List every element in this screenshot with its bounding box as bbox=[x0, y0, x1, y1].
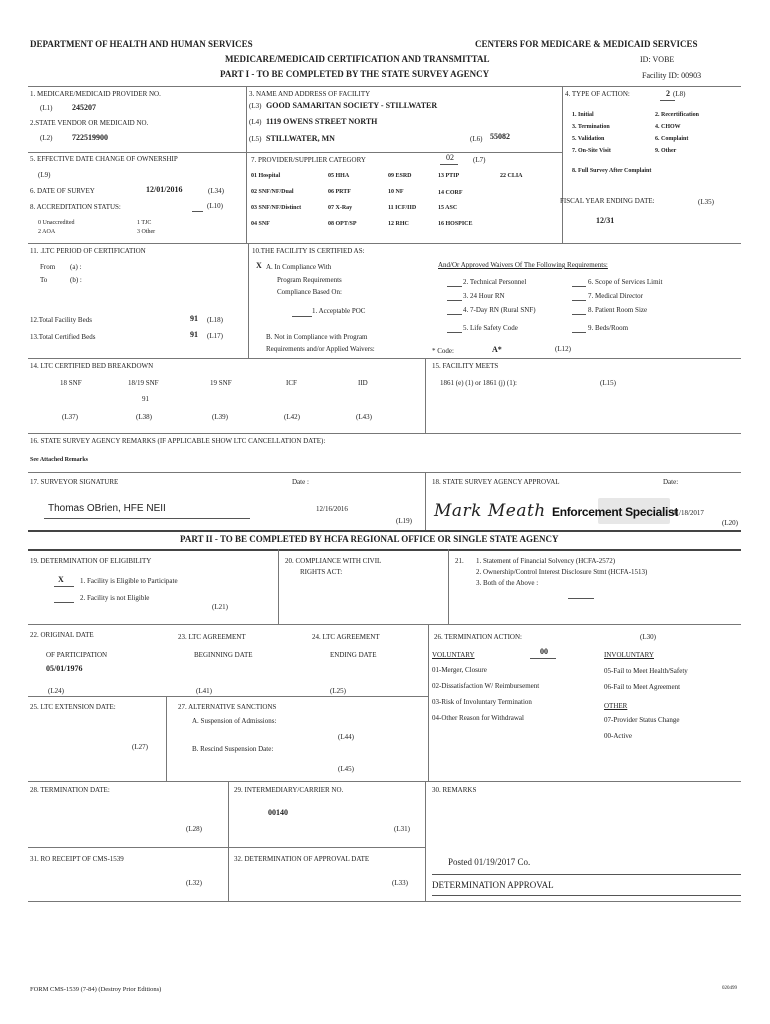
waiver-2: 2. Technical Personnel bbox=[463, 278, 527, 286]
f15-text: 1861 (e) (1) or 1861 (j) (1): bbox=[440, 379, 517, 387]
f19-code: (L21) bbox=[212, 603, 228, 611]
underline bbox=[440, 164, 458, 165]
surveyor-signature: Thomas OBrien, HFE NEII bbox=[48, 503, 166, 514]
bed-code: (L42) bbox=[284, 413, 300, 421]
f1-label: 1. MEDICARE/MEDICAID PROVIDER NO. bbox=[30, 90, 161, 98]
f14-label: 14. LTC CERTIFIED BED BREAKDOWN bbox=[30, 362, 154, 370]
rule bbox=[28, 901, 741, 902]
category-option: 13 PTIP bbox=[438, 173, 460, 179]
rule bbox=[28, 696, 428, 697]
compliance-a2: Program Requirements bbox=[277, 276, 342, 284]
action-option: 7. On-Site Visit bbox=[572, 148, 611, 154]
remarks-value: See Attached Remarks bbox=[30, 457, 88, 463]
underline bbox=[568, 598, 594, 599]
f29-label: 29. INTERMEDIARY/CARRIER NO. bbox=[234, 786, 344, 794]
form-title: MEDICARE/MEDICAID CERTIFICATION AND TRANSMITTAL bbox=[225, 54, 490, 64]
underline bbox=[447, 332, 462, 333]
f23-code: (L41) bbox=[196, 687, 212, 695]
rule bbox=[228, 781, 229, 847]
fiscal-code: (L35) bbox=[698, 198, 714, 206]
termination-option: 02-Dissatisfaction W/ Reimbursement bbox=[432, 682, 540, 690]
f30-label: 30. REMARKS bbox=[432, 786, 477, 794]
accreditation-option: 1 TJC bbox=[137, 220, 152, 226]
involuntary-heading: INVOLUNTARY bbox=[604, 651, 654, 659]
bed-value: 91 bbox=[142, 395, 149, 403]
voluntary-heading: VOLUNTARY bbox=[432, 651, 475, 659]
agency-name: CENTERS FOR MEDICARE & MEDICAID SERVICES bbox=[475, 39, 698, 49]
category-value: 02 bbox=[446, 153, 454, 162]
f23-label: 23. LTC AGREEMENT bbox=[178, 633, 246, 641]
action-option: 6. Complaint bbox=[655, 136, 689, 142]
underline bbox=[192, 211, 203, 212]
original-date: 05/01/1976 bbox=[46, 664, 83, 673]
f31-label: 31. RO RECEIPT OF CMS-1539 bbox=[30, 855, 124, 863]
l45-code: (L45) bbox=[338, 765, 354, 773]
f26-label: 26. TERMINATION ACTION: bbox=[434, 633, 522, 641]
waiver-3: 3. 24 Hour RN bbox=[463, 292, 505, 300]
f28-code: (L28) bbox=[186, 825, 202, 833]
underline bbox=[54, 586, 74, 587]
underline bbox=[660, 100, 675, 101]
f6-label: 6. DATE OF SURVEY bbox=[30, 187, 95, 195]
action-option-full: 8. Full Survey After Complaint bbox=[572, 168, 652, 174]
posted-note: Posted 01/19/2017 Co. bbox=[448, 857, 531, 867]
compliance-a: A. In Compliance With bbox=[266, 263, 332, 271]
action-type-value: 2 bbox=[666, 89, 670, 98]
f17-code: (L19) bbox=[396, 517, 412, 525]
f32-code: (L33) bbox=[392, 879, 408, 887]
termination-option: 00-Active bbox=[604, 732, 632, 740]
f22-label: 22. ORIGINAL DATE bbox=[30, 631, 94, 639]
fiscal-label: FISCAL YEAR ENDING DATE: bbox=[560, 197, 655, 205]
f28-label: 28. TERMINATION DATE: bbox=[30, 786, 110, 794]
f3-l6: (L6) bbox=[470, 135, 483, 143]
f20-label: 20. COMPLIANCE WITH CIVIL bbox=[285, 557, 382, 565]
form-id: ID: VOBE bbox=[640, 55, 675, 64]
from-label: From bbox=[40, 263, 56, 271]
eligibility-option-2: 2. Facility is not Eligible bbox=[80, 594, 150, 602]
f21-option-1: 1. Statement of Financial Solvency (HCFA-2572) bbox=[476, 557, 616, 565]
f2-label: 2.STATE VENDOR OR MEDICAID NO. bbox=[30, 119, 149, 127]
f8-label: 8. ACCREDITATION STATUS: bbox=[30, 203, 121, 211]
f4-code: (L8) bbox=[673, 90, 686, 98]
f6-code: (L34) bbox=[208, 187, 224, 195]
facility-street: 1119 OWENS STREET NORTH bbox=[266, 117, 378, 126]
f11-label: 11. .LTC PERIOD OF CERTIFICATION bbox=[30, 247, 146, 255]
f31-code: (L32) bbox=[186, 879, 202, 887]
f10-label: 10.THE FACILITY IS CERTIFIED AS: bbox=[252, 247, 365, 255]
facility-name: GOOD SAMARITAN SOCIETY - STILLWATER bbox=[266, 101, 438, 110]
rule bbox=[28, 86, 741, 87]
rule bbox=[425, 781, 426, 901]
f15-code: (L15) bbox=[600, 379, 616, 387]
certified-beds: 91 bbox=[190, 330, 198, 339]
underline bbox=[572, 300, 586, 301]
underline bbox=[572, 314, 586, 315]
underline bbox=[54, 602, 74, 603]
surveyor-date: 12/16/2016 bbox=[316, 505, 348, 513]
compliance-a3: Compliance Based On: bbox=[277, 288, 342, 296]
action-option: 1. Initial bbox=[572, 112, 594, 118]
rescind-option: B. Rescind Suspension Date: bbox=[192, 745, 274, 753]
form-code: 020499 bbox=[722, 986, 737, 991]
underline bbox=[432, 874, 741, 875]
action-option: 5. Validation bbox=[572, 136, 605, 142]
termination-value: 00 bbox=[540, 647, 548, 656]
rule bbox=[28, 358, 741, 359]
l44-code: (L44) bbox=[338, 733, 354, 741]
waiver-7: 7. Medical Director bbox=[588, 292, 644, 300]
f8-code: (L10) bbox=[207, 202, 223, 210]
action-option: 3. Termination bbox=[572, 124, 610, 130]
total-beds: 91 bbox=[190, 314, 198, 323]
action-option: 9. Other bbox=[655, 148, 677, 154]
bed-header: ICF bbox=[286, 379, 297, 387]
compliance-mark: X bbox=[256, 261, 262, 270]
accreditation-option: 0 Unaccredited bbox=[38, 220, 75, 226]
termination-option: 01-Merger, Closure bbox=[432, 666, 487, 674]
action-option: 2. Recertification bbox=[655, 112, 699, 118]
category-option: 16 HOSPICE bbox=[438, 221, 473, 227]
category-option: 07 X-Ray bbox=[328, 205, 353, 211]
f19-label: 19. DETERMINATION OF ELIGIBILITY bbox=[30, 557, 152, 565]
facility-zip: 55082 bbox=[490, 132, 510, 141]
rule bbox=[448, 549, 449, 624]
category-option: 02 SNF/NF/Dual bbox=[251, 189, 294, 195]
bed-header: 18 SNF bbox=[60, 379, 82, 387]
termination-option: 04-Other Reason for Withdrawal bbox=[432, 714, 524, 722]
to-label: To bbox=[40, 276, 48, 284]
f21-label: 21. bbox=[455, 557, 464, 565]
rule bbox=[28, 781, 741, 782]
bed-code: (L43) bbox=[356, 413, 372, 421]
rule bbox=[28, 243, 741, 244]
rule bbox=[278, 549, 279, 624]
rule bbox=[28, 433, 741, 434]
underline bbox=[292, 316, 312, 317]
rule bbox=[248, 243, 249, 358]
f25-code: (L27) bbox=[132, 743, 148, 751]
f5-code: (L9) bbox=[38, 171, 51, 179]
f18-label: 18. STATE SURVEY AGENCY APPROVAL bbox=[432, 478, 560, 486]
code-label: * Code: bbox=[432, 347, 454, 355]
eligibility-mark: X bbox=[58, 575, 64, 584]
determination-note: DETERMINATION APPROVAL bbox=[432, 880, 554, 890]
beds-label: 12.Total Facility Beds bbox=[30, 316, 92, 324]
rule bbox=[28, 847, 425, 848]
category-option: 10 NF bbox=[388, 189, 404, 195]
waiver-8: 8. Patient Room Size bbox=[588, 306, 648, 314]
category-option: 01 Hospital bbox=[251, 173, 281, 179]
cert-code: (L17) bbox=[207, 332, 223, 340]
bed-header: 19 SNF bbox=[210, 379, 232, 387]
f23-sub: BEGINNING DATE bbox=[194, 651, 253, 659]
underline bbox=[447, 300, 462, 301]
department-name: DEPARTMENT OF HEALTH AND HUMAN SERVICES bbox=[30, 39, 253, 49]
category-option: 03 SNF/NF/Distinct bbox=[251, 205, 302, 211]
compliance-b: B. Not in Compliance with Program bbox=[266, 333, 368, 341]
action-option: 4. CHOW bbox=[655, 124, 681, 130]
accreditation-option: 3 Other bbox=[137, 229, 156, 235]
cert-label: 13.Total Certified Beds bbox=[30, 333, 96, 341]
waivers-label: And/Or Approved Waivers Of The Following Requirements: bbox=[438, 261, 608, 269]
beds-code: (L18) bbox=[207, 316, 223, 324]
form-number: FORM CMS-1539 (7-84) (Destroy Prior Editions) bbox=[30, 986, 162, 993]
f26-code: (L30) bbox=[640, 633, 656, 641]
rule bbox=[28, 549, 741, 551]
underline bbox=[432, 895, 741, 896]
category-option: 06 PRTF bbox=[328, 189, 351, 195]
to-code: (b) : bbox=[70, 276, 82, 284]
rule bbox=[166, 696, 167, 781]
bed-code: (L39) bbox=[212, 413, 228, 421]
f3-l4: (L4) bbox=[249, 118, 262, 126]
fiscal-value: 12/31 bbox=[596, 216, 615, 225]
rule bbox=[28, 530, 741, 532]
f24-code: (L25) bbox=[330, 687, 346, 695]
facility-id: Facility ID: 00903 bbox=[642, 71, 702, 80]
waiver-6: 6. Scope of Services Limit bbox=[588, 278, 663, 286]
f4-label: 4. TYPE OF ACTION: bbox=[565, 90, 630, 98]
waiver-5: 5. Life Safety Code bbox=[463, 324, 518, 332]
f3-l3: (L3) bbox=[249, 102, 262, 110]
termination-option: 03-Risk of Involuntary Termination bbox=[432, 698, 532, 706]
waiver-4: 4. 7-Day RN (Rural SNF) bbox=[463, 306, 536, 314]
waiver-9: 9. Beds/Room bbox=[588, 324, 629, 332]
f17-date-label: Date : bbox=[292, 478, 309, 486]
code-l12: (L12) bbox=[555, 345, 571, 353]
f15-label: 15. FACILITY MEETS bbox=[432, 362, 499, 370]
f25-label: 25. LTC EXTENSION DATE: bbox=[30, 703, 116, 711]
rule bbox=[425, 472, 426, 530]
bed-code: (L38) bbox=[136, 413, 152, 421]
termination-option: 06-Fail to Meet Agreement bbox=[604, 683, 681, 691]
f3-l5: (L5) bbox=[249, 135, 262, 143]
carrier-number: 00140 bbox=[268, 808, 288, 817]
category-option: 22 CLIA bbox=[500, 173, 523, 179]
f1-code: (L1) bbox=[40, 104, 53, 112]
eligibility-option-1: 1. Facility is Eligible to Participate bbox=[80, 577, 178, 585]
acceptable-poc: 1. Acceptable POC bbox=[312, 307, 366, 315]
f29-code: (L31) bbox=[394, 825, 410, 833]
rule bbox=[228, 847, 229, 901]
f22-code: (L24) bbox=[48, 687, 64, 695]
f20-label2: RIGHTS ACT: bbox=[300, 568, 343, 576]
approval-date: 01/18/2017 bbox=[672, 509, 704, 517]
category-option: 09 ESRD bbox=[388, 173, 412, 179]
vendor-number: 722519900 bbox=[72, 133, 108, 142]
underline bbox=[572, 286, 586, 287]
category-option: 15 ASC bbox=[438, 205, 458, 211]
approval-signature: Mark Meath bbox=[434, 501, 546, 521]
rule bbox=[246, 86, 247, 152]
f27-label: 27. ALTERNATIVE SANCTIONS bbox=[178, 703, 277, 711]
f3-label: 3. NAME AND ADDRESS OF FACILITY bbox=[249, 90, 371, 98]
underline bbox=[530, 658, 556, 659]
f24-label: 24. LTC AGREEMENT bbox=[312, 633, 380, 641]
rule bbox=[425, 358, 426, 433]
part-one-title: PART I - TO BE COMPLETED BY THE STATE SURVEY AGENCY bbox=[220, 69, 490, 79]
bed-header: 18/19 SNF bbox=[128, 379, 159, 387]
f18-code: (L20) bbox=[722, 519, 738, 527]
f2-code: (L2) bbox=[40, 134, 53, 142]
f5-label: 5. EFFECTIVE DATE CHANGE OF OWNERSHIP bbox=[30, 155, 178, 163]
part-two-title: PART II - TO BE COMPLETED BY HCFA REGIONAL OFFICE OR SINGLE STATE AGENCY bbox=[180, 534, 559, 544]
rule bbox=[28, 472, 741, 473]
f7-label: 7. PROVIDER/SUPPLIER CATEGORY bbox=[251, 156, 366, 164]
f16-label: 16. STATE SURVEY AGENCY REMARKS (IF APPLICABLE SHOW LTC CANCELLATION DATE): bbox=[30, 437, 326, 445]
bed-header: IID bbox=[358, 379, 368, 387]
f21-option-2: 2. Ownership/Control Interest Disclosure Stmt (HCFA-1513) bbox=[476, 568, 648, 576]
f32-label: 32. DETERMINATION OF APPROVAL DATE bbox=[234, 855, 370, 863]
category-option: 14 CORF bbox=[438, 190, 463, 196]
other-heading: OTHER bbox=[604, 702, 628, 710]
suspension-option: A. Suspension of Admissions: bbox=[192, 717, 277, 725]
accreditation-option: 2 AOA bbox=[38, 229, 56, 235]
f7-code: (L7) bbox=[473, 156, 486, 164]
category-option: 05 HHA bbox=[328, 173, 350, 179]
underline bbox=[447, 314, 462, 315]
category-option: 12 RHC bbox=[388, 221, 409, 227]
rule bbox=[28, 152, 562, 153]
compliance-b2: Requirements and/or Applied Waivers: bbox=[266, 345, 375, 353]
bed-code: (L37) bbox=[62, 413, 78, 421]
signature-line bbox=[44, 518, 250, 519]
f24-sub: ENDING DATE bbox=[330, 651, 377, 659]
survey-date: 12/01/2016 bbox=[146, 185, 183, 194]
underline bbox=[447, 286, 462, 287]
facility-city: STILLWATER, MN bbox=[266, 134, 335, 143]
underline bbox=[572, 332, 586, 333]
termination-option: 05-Fail to Meet Health/Safety bbox=[604, 667, 688, 675]
f22-sub: OF PARTICIPATION bbox=[46, 651, 108, 659]
rule bbox=[428, 624, 429, 781]
category-option: 11 ICF/IID bbox=[388, 205, 417, 211]
category-option: 04 SNF bbox=[251, 221, 270, 227]
f17-label: 17. SURVEYOR SIGNATURE bbox=[30, 478, 119, 486]
rule bbox=[246, 152, 247, 243]
termination-option: 07-Provider Status Change bbox=[604, 716, 680, 724]
provider-number: 245207 bbox=[72, 103, 96, 112]
category-option: 08 OPT/SP bbox=[328, 221, 357, 227]
approval-title: Enforcement Specialist bbox=[552, 505, 679, 519]
f18-date-label: Date: bbox=[663, 478, 679, 486]
from-code: (a) : bbox=[70, 263, 82, 271]
code-value: A* bbox=[492, 345, 502, 354]
f21-option-3: 3. Both of the Above : bbox=[476, 579, 539, 587]
rule bbox=[562, 86, 563, 243]
rule bbox=[28, 624, 741, 625]
